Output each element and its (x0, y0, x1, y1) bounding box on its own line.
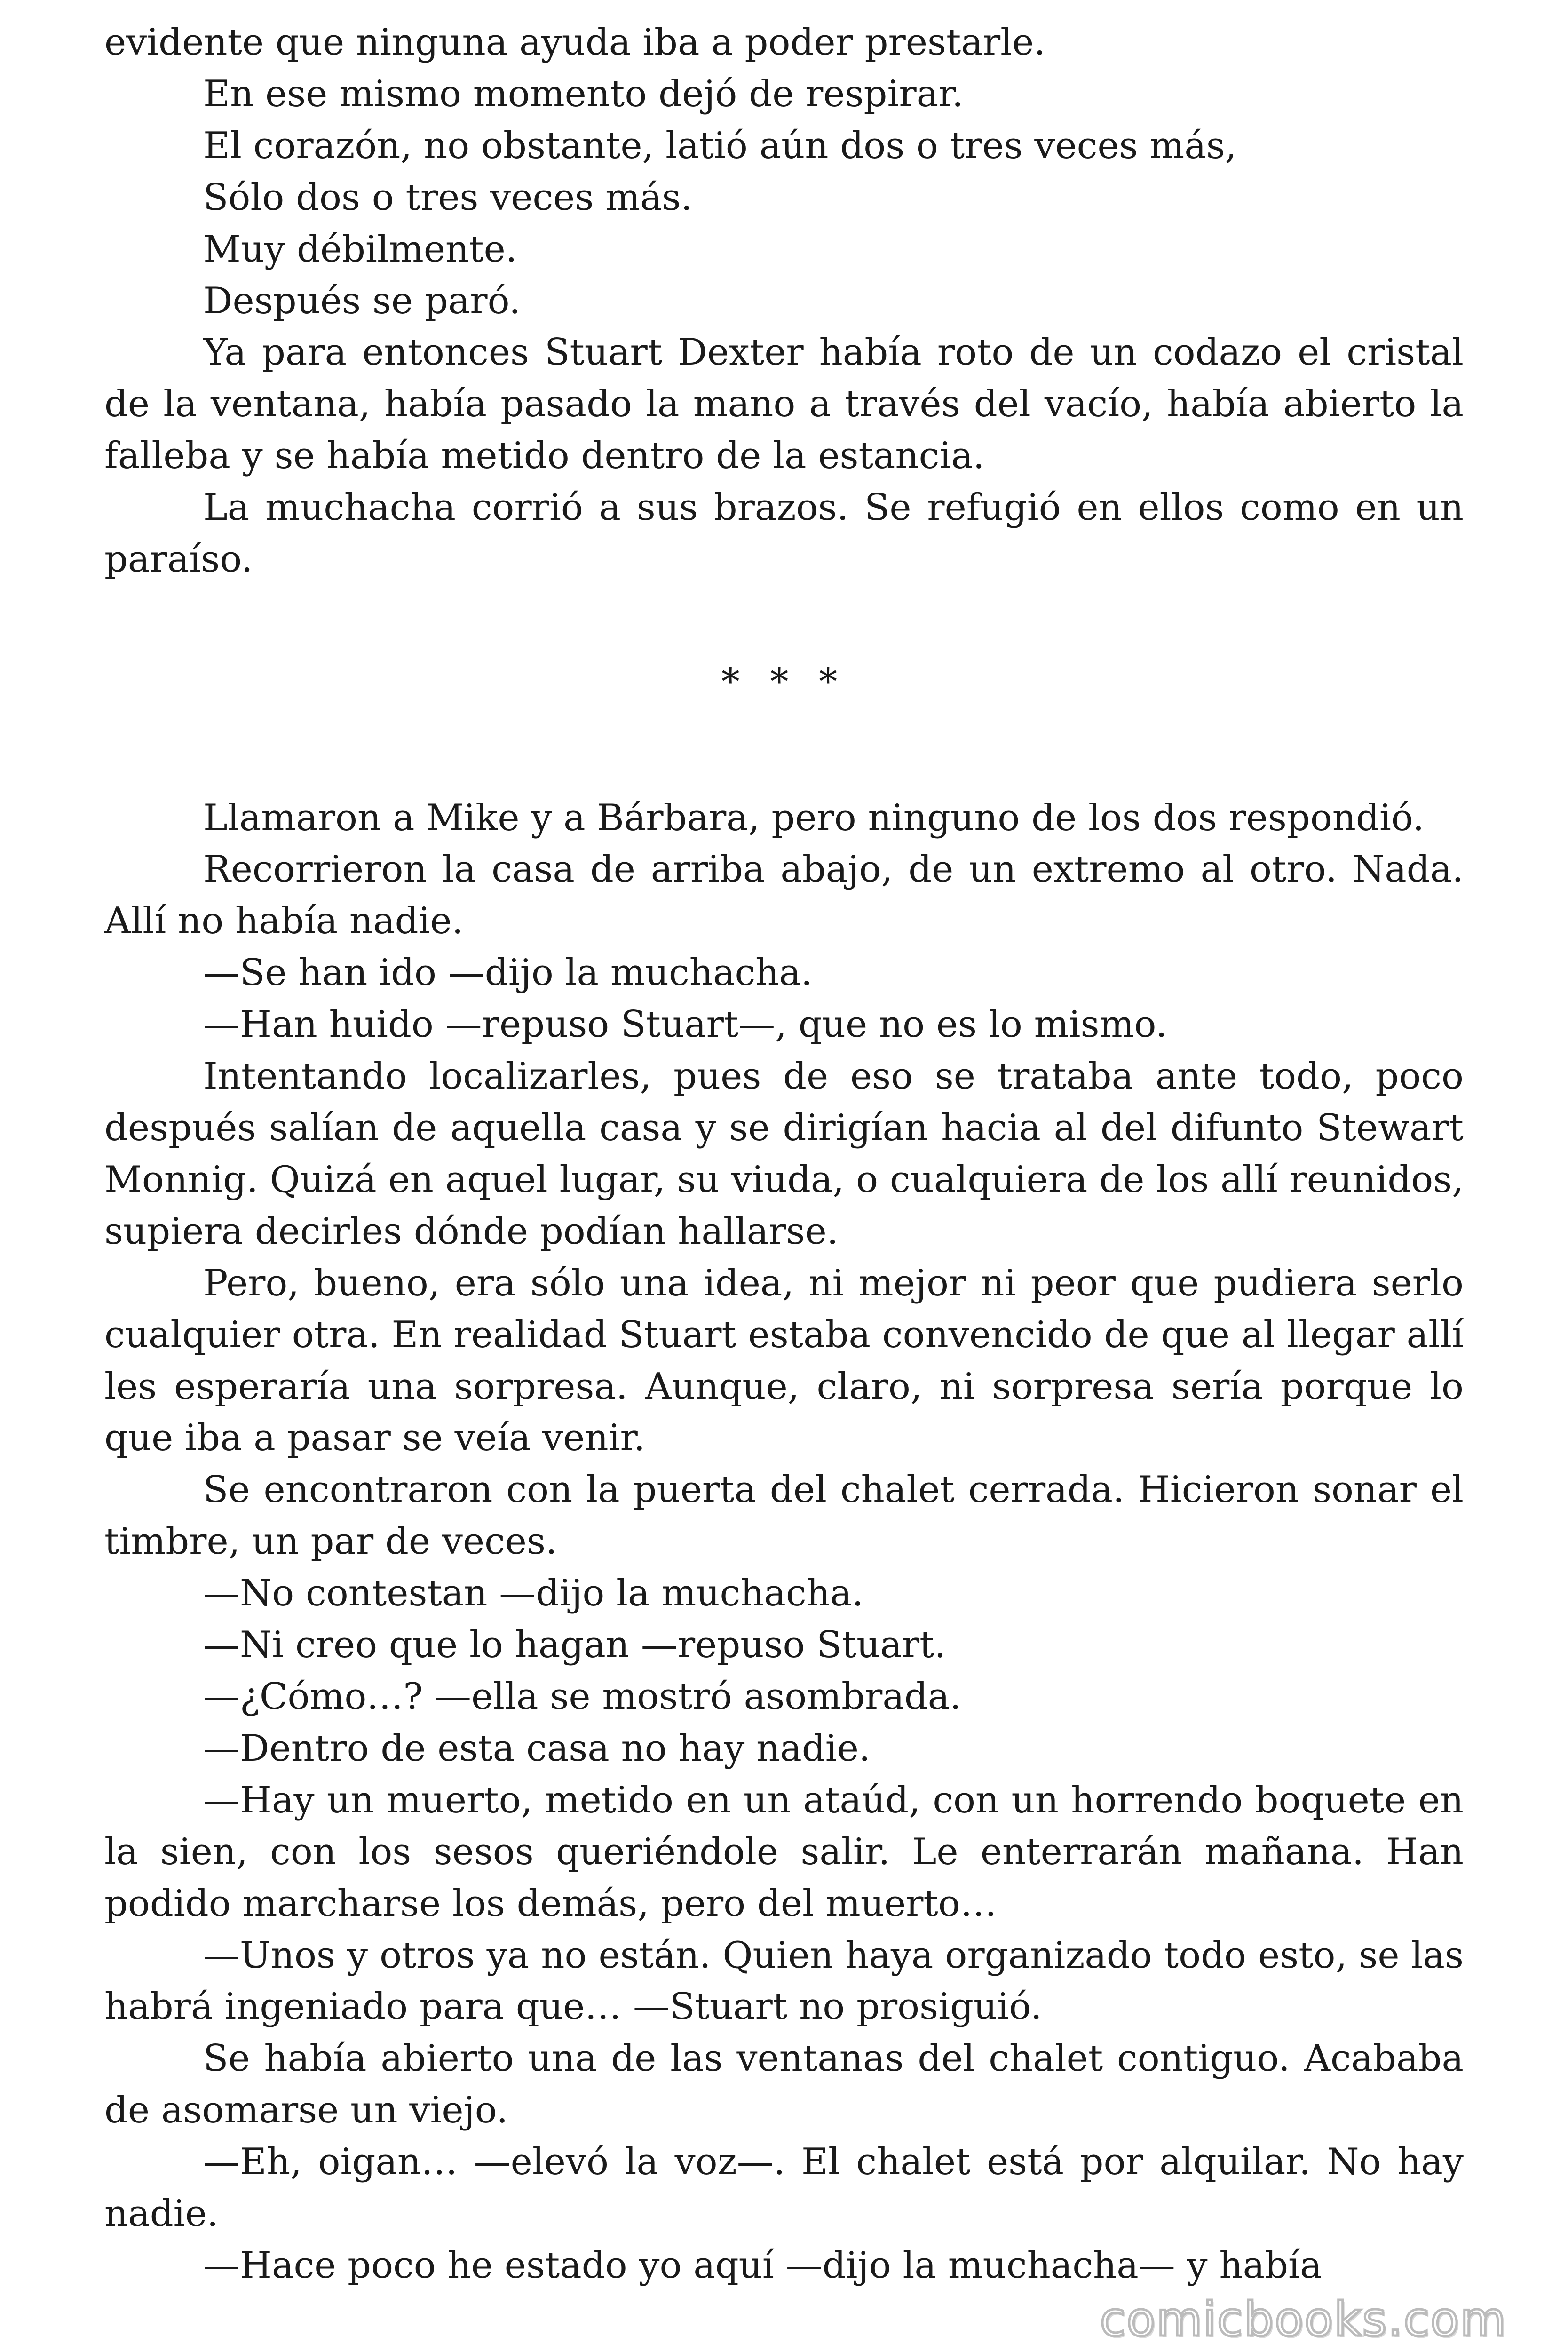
paragraph: —Unos y otros ya no están. Quien haya organizado todo esto, se las habrá ingeniado para que… —Stuart no prosiguió. (104, 1934, 1464, 2028)
paragraph: —Eh, oigan… —elevó la voz—. El chalet está por alquilar. No hay nadie. (104, 2141, 1464, 2235)
paragraph: En ese mismo momento dejó de respirar. (203, 72, 964, 115)
paragraph: —¿Cómo…? —ella se mostró asombrada. (203, 1675, 962, 1718)
paragraph: —Hay un muerto, metido en un ataúd, con un horrendo boquete en la sien, con los sesos queriéndole salir. Le enterrarán mañana. Han podido marcharse los demás, pero del muerto… (104, 1779, 1464, 1925)
section-separator (104, 586, 1464, 793)
paragraph: —Hace poco he estado yo aquí —dijo la muchacha— y había (203, 2244, 1322, 2287)
paragraph: Muy débilmente. (203, 228, 517, 270)
paragraph: —No contestan —dijo la muchacha. (203, 1572, 864, 1615)
paragraph: —Ni creo que lo hagan —repuso Stuart. (203, 1624, 946, 1667)
paragraph: Ya para entonces Stuart Dexter había roto de un codazo el cristal de la ventana, había pasado la mano a través del vacío, había abierto la falleba y se había metido dentro de la estancia. (104, 331, 1464, 477)
watermark-logo: comicbooks.com (1100, 2292, 1507, 2347)
page-body (104, 17, 1464, 2292)
paragraph: Se había abierto una de las ventanas del chalet contiguo. Acababa de asomarse un viejo. (104, 2037, 1464, 2132)
paragraph: Pero, bueno, era sólo una idea, ni mejor ni peor que pudiera serlo cualquier otra. En realidad Stuart estaba convencido de que al llegar allí les esperaría una sorpresa. Aunque, claro, ni sorpresa sería porque lo que iba a pasar se veía venir. (104, 1262, 1464, 1460)
paragraph: Sólo dos o tres veces más. (203, 176, 693, 219)
paragraph: —Han huido —repuso Stuart—, que no es lo mismo. (203, 1003, 1167, 1046)
paragraph: —Dentro de esta casa no hay nadie. (203, 1727, 871, 1770)
paragraph: evidente que ninguna ayuda iba a poder prestarle. (104, 21, 1046, 64)
separator-asterisks: * * * (721, 660, 847, 703)
paragraph: Después se paró. (203, 279, 521, 322)
paragraph: Intentando localizarles, pues de eso se trataba ante todo, poco después salían de aquella casa y se dirigían hacia al del difunto Stewart Monnig. Quizá en aquel lugar, su viuda, o cualquiera de los allí reunidos, supiera decirles dónde podían hallarse. (104, 1055, 1464, 1253)
paragraph: Se encontraron con la puerta del chalet cerrada. Hicieron sonar el timbre, un par de veces. (104, 1469, 1464, 1563)
paragraph: La muchacha corrió a sus brazos. Se refugió en ellos como en un paraíso. (104, 486, 1464, 581)
paragraph: El corazón, no obstante, latió aún dos o tres veces más, (203, 124, 1237, 167)
paragraph: —Se han ido —dijo la muchacha. (203, 952, 813, 994)
paragraph: Recorrieron la casa de arriba abajo, de un extremo al otro. Nada. Allí no había nadie. (104, 848, 1464, 943)
paragraph: Llamaron a Mike y a Bárbara, pero ninguno de los dos respondió. (203, 796, 1425, 839)
